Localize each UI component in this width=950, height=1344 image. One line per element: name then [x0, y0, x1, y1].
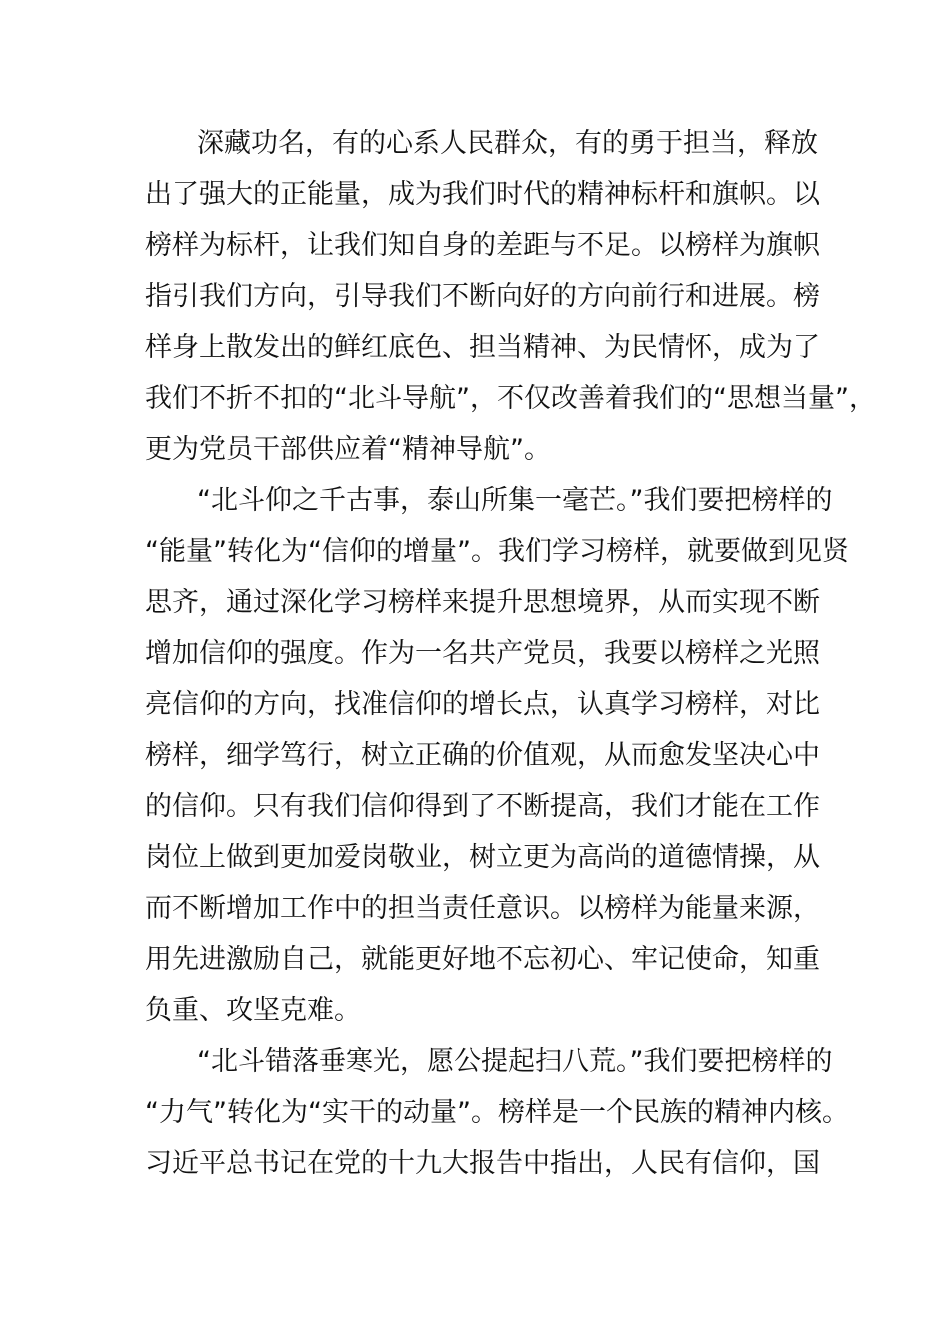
text-line: “北斗仰之千古事，泰山所集一毫芒。”我们要把榜样的: [197, 485, 833, 516]
text-line: 习近平总书记在党的十九大报告中指出，人民有信仰，国: [145, 1148, 820, 1179]
text-line: 而不断增加工作中的担当责任意识。以榜样为能量来源，: [145, 893, 820, 924]
text-line: 出了强大的正能量，成为我们时代的精神标杆和旗帜。以: [145, 179, 820, 210]
text-line: 的信仰。只有我们信仰得到了不断提高，我们才能在工作: [145, 791, 820, 822]
text-line: “北斗错落垂寒光，愿公提起扫八荒。”我们要把榜样的: [197, 1046, 833, 1077]
text-line: 思齐，通过深化学习榜样来提升思想境界，从而实现不断: [145, 587, 820, 618]
text-line: “力气”转化为“实干的动量”。榜样是一个民族的精神内核。: [145, 1097, 849, 1128]
text-line: “能量”转化为“信仰的增量”。我们学习榜样，就要做到见贤: [145, 536, 849, 567]
text-line: 更为党员干部供应着“精神导航”。: [145, 434, 551, 465]
text-line: 增加信仰的强度。作为一名共产党员，我要以榜样之光照: [145, 638, 820, 669]
text-line: 我们不折不扣的“北斗导航”，不仅改善着我们的“思想当量”，: [145, 383, 876, 414]
text-line: 榜样，细学笃行，树立正确的价值观，从而愈发坚决心中: [145, 740, 820, 771]
body-text: [145, 118, 876, 1189]
text-line: 指引我们方向，引导我们不断向好的方向前行和进展。榜: [145, 281, 820, 312]
text-line: 样身上散发出的鲜红底色、担当精神、为民情怀，成为了: [145, 332, 820, 363]
text-line: 深藏功名，有的心系人民群众，有的勇于担当，释放: [197, 128, 818, 159]
text-line: 榜样为标杆，让我们知自身的差距与不足。以榜样为旗帜: [145, 230, 820, 261]
text-line: 负重、攻坚克难。: [145, 995, 361, 1026]
text-line: 用先进激励自己，就能更好地不忘初心、牢记使命，知重: [145, 944, 820, 975]
text-line: 岗位上做到更加爱岗敬业，树立更为高尚的道德情操，从: [145, 842, 820, 873]
text-line: 亮信仰的方向，找准信仰的增长点，认真学习榜样，对比: [145, 689, 820, 720]
